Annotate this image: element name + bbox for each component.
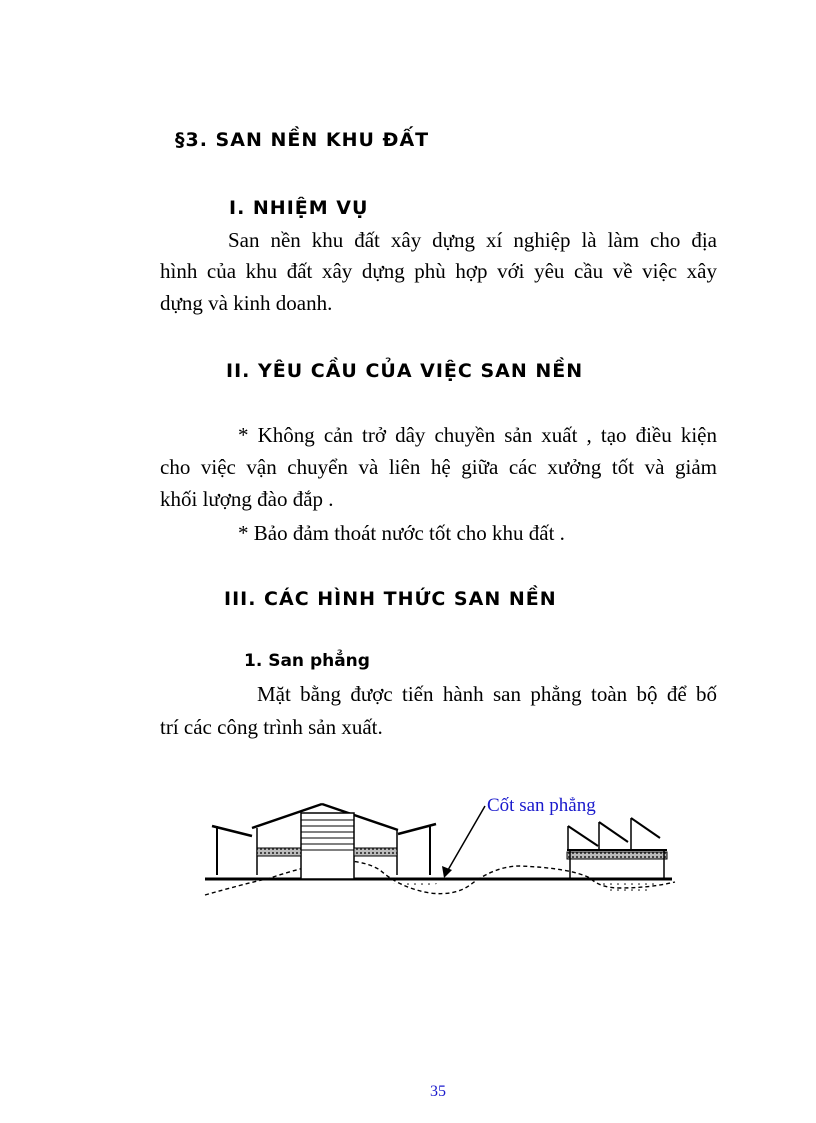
- paragraph-line: dựng và kinh doanh.: [160, 291, 333, 315]
- heading-hinh-thuc: III. CÁC HÌNH THỨC SAN NỀN: [224, 588, 557, 610]
- paragraph-line: trí các công trình sản xuất.: [160, 715, 383, 739]
- heading-yeu-cau: II. YÊU CẦU CỦA VIỆC SAN NỀN: [226, 360, 584, 382]
- paragraph-line: hình của khu đất xây dựng phù hợp với yêu cầu về việc xây: [160, 259, 717, 283]
- paragraph-line: cho việc vận chuyển và liên hệ giữa các xưởng tốt và giảm: [160, 455, 717, 479]
- paragraph-line: * Không cản trở dây chuyền sản xuất , tạo điều kiện: [238, 423, 717, 447]
- section-title: §3. SAN NỀN KHU ĐẤT: [175, 129, 430, 151]
- arrow-head: [442, 866, 452, 878]
- paragraph-line: Mặt bằng được tiến hành san phẳng toàn bộ để bố: [257, 682, 717, 706]
- heading-nhiem-vu: I. NHIỆM VỤ: [229, 197, 369, 219]
- subheading-san-phang: 1. San phẳng: [244, 651, 370, 671]
- figure-label: Cốt san phẳng: [487, 795, 596, 816]
- leader-arrow: [448, 806, 485, 870]
- paragraph-line: San nền khu đất xây dựng xí nghiệp là làm cho địa: [228, 228, 717, 252]
- page-number: 35: [430, 1083, 446, 1100]
- paragraph-line: * Bảo đảm thoát nước tốt cho khu đất .: [238, 521, 565, 545]
- fill-zone: [380, 880, 450, 886]
- paragraph-line: khối lượng đào đắp .: [160, 487, 334, 511]
- right-building: [567, 818, 667, 878]
- left-building: [212, 804, 436, 879]
